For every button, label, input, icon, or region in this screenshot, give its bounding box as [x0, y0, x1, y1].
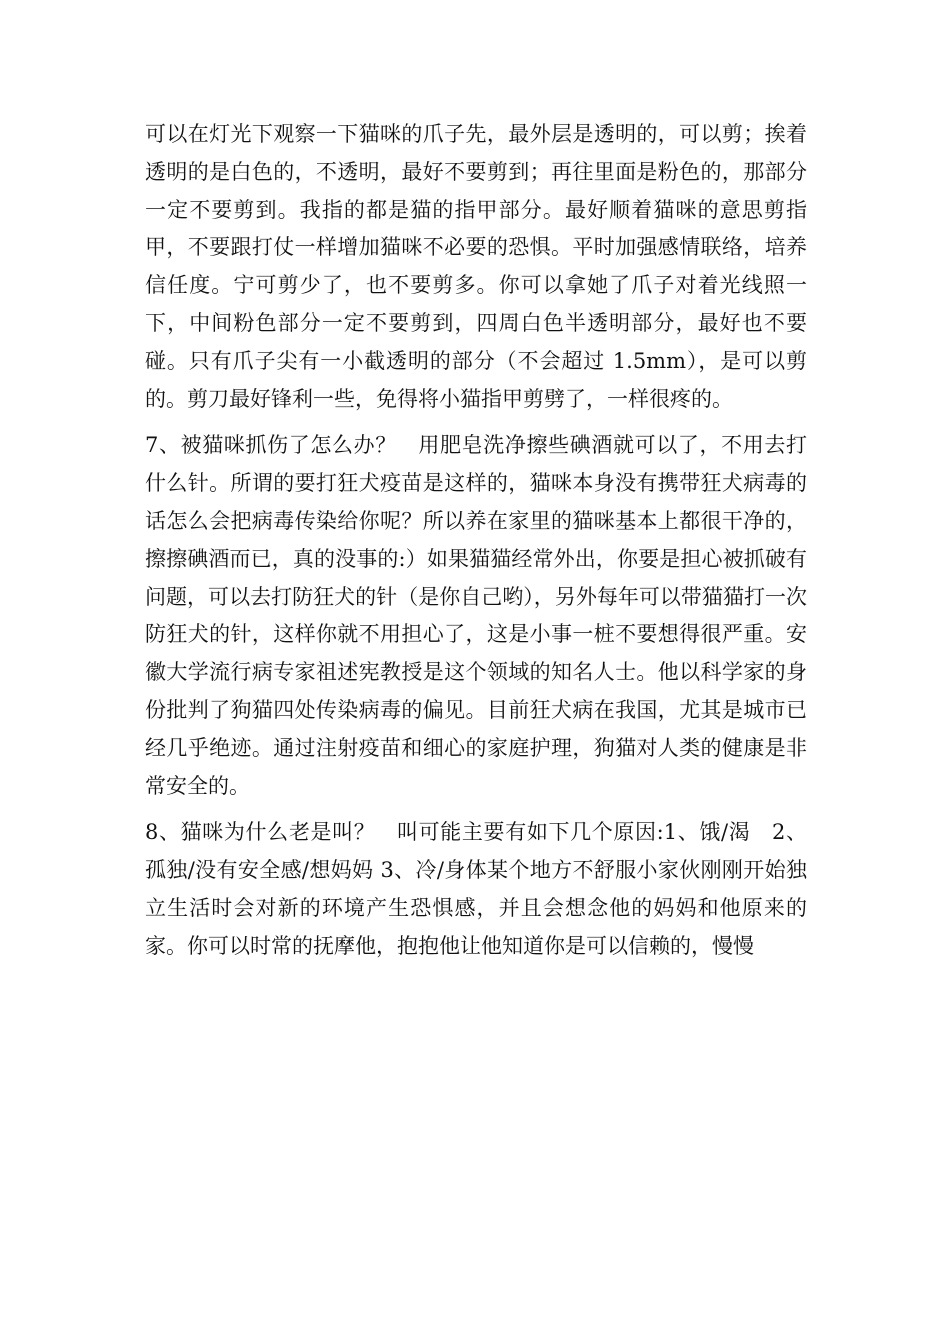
- paragraph-meowing-reasons: 8、猫咪为什么老是叫？ 叫可能主要有如下几个原因:1、饿/渴 2、孤独/没有安全感/想妈妈 3、冷/身体某个地方不舒服小家伙刚刚开始独立生活时会对新的环境产生恐惧感，并且会想念他的妈妈和他原来的家。你可以时常的抚摩他，抱抱他让他知道你是可以信赖的，慢慢: [145, 820, 807, 958]
- paragraph-nail-trimming: 可以在灯光下观察一下猫咪的爪子先，最外层是透明的，可以剪；挨着透明的是白色的，不透明，最好不要剪到；再往里面是粉色的，那部分一定不要剪到。我指的都是猫的指甲部分。最好顺着猫咪的意思剪指甲，不要跟打仗一样增加猫咪不必要的恐惧。平时加强感情联络，培养信任度。宁可剪少了，也不要剪多。你可以拿她了爪子对着光线照一下，中间粉色部分一定不要剪到，四周白色半透明部分，最好也不要碰。只有爪子尖有一小截透明的部分（不会超过 1.5mm），是可以剪的。剪刀最好锋利一些，免得将小猫指甲剪劈了，一样很疼的。: [145, 122, 807, 411]
- paragraph-scratch-injury: 7、被猫咪抓伤了怎么办？ 用肥皂洗净擦些碘酒就可以了，不用去打什么针。所谓的要打狂犬疫苗是这样的，猫咪本身没有携带狂犬病毒的话怎么会把病毒传染给你呢？所以养在家里的猫咪基本上都很干净的，擦擦碘酒而已，真的没事的:）如果猫猫经常外出，你要是担心被抓破有问题，可以去打防狂犬的针（是你自己哟），另外每年可以带猫猫打一次防狂犬的针，这样你就不用担心了，这是小事一桩不要想得很严重。安徽大学流行病专家祖述宪教授是这个领域的知名人士。他以科学家的身份批判了狗猫四处传染病毒的偏见。目前狂犬病在我国，尤其是城市已经几乎绝迹。通过注射疫苗和细心的家庭护理，狗猫对人类的健康是非常安全的。: [145, 433, 807, 798]
- document-body: [145, 116, 807, 966]
